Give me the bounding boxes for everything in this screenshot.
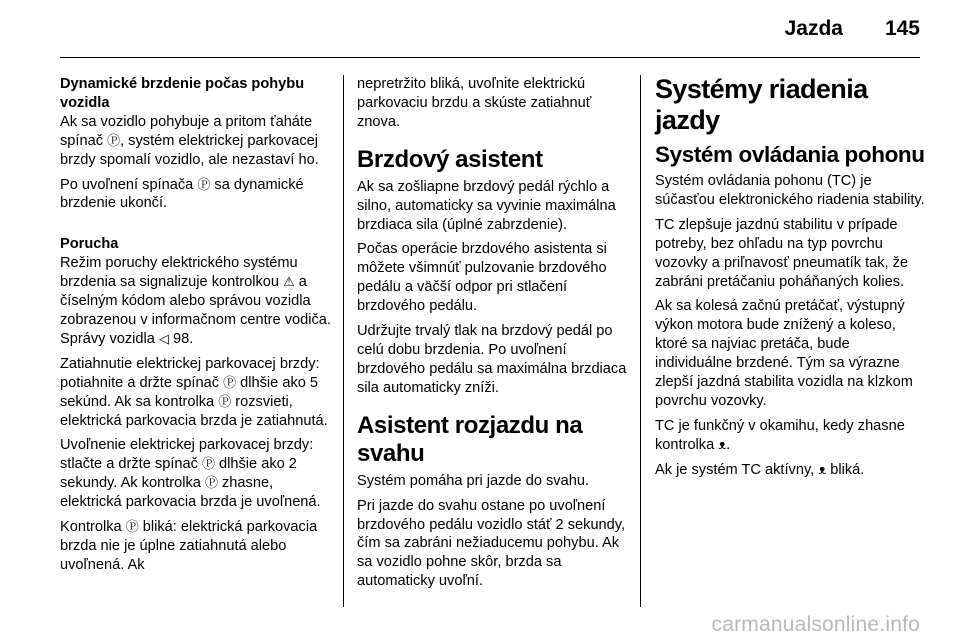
- heading-fault: Porucha: [60, 236, 119, 253]
- parking-brake-icon: Ⓟ: [201, 456, 215, 472]
- paragraph: Systém ovládania pohonu (TC) je súčasťou elektronického riadenia stability.: [655, 173, 925, 208]
- paragraph: Počas operácie brzdového asistenta si môžete všimnúť pulzovanie brzdového pedálu a väčší odpor pri stlačení brzdového pedálu.: [357, 241, 607, 315]
- paragraph: Po uvoľnení spínača Ⓟ sa dynamické brzdenie ukončí.: [60, 176, 304, 212]
- paragraph: Kontrolka Ⓟ bliká: elektrická parkovacia brzda nie je úplne zatiahnutá alebo uvoľnená. Ak: [60, 519, 318, 573]
- traction-control-icon: ᴥ: [718, 436, 727, 452]
- column-1: [60, 75, 332, 612]
- paragraph: Udržujte trvalý tlak na brzdový pedál po celú dobu brzdenia. Po uvoľnení brzdového pedálu sa maximálna brzdiaca sila automaticky zníži.: [357, 323, 627, 396]
- column-divider-2: [640, 75, 641, 607]
- page-header: [0, 0, 960, 62]
- paragraph: TC zlepšuje jazdnú stabilitu v prípade potreby, bez ohľadu na typ povrchu vozovky a priľnavosť pneumatík tak, že zabráni pretáčaniu poháňaných kolies.: [655, 216, 909, 290]
- column-divider-1: [343, 75, 344, 607]
- page-number: 145: [884, 17, 920, 40]
- parking-brake-icon: Ⓟ: [218, 393, 232, 409]
- parking-brake-icon: Ⓟ: [204, 475, 218, 491]
- parking-brake-icon: Ⓟ: [107, 132, 121, 148]
- page-title: Jazda: [784, 17, 843, 40]
- heading-driving-control-systems: Systémy riadenia jazdy: [655, 74, 868, 135]
- column-2: [357, 75, 627, 612]
- paragraph: nepretržito bliká, uvoľnite elektrickú parkovaciu brzdu a skúste zatiahnuť znova.: [357, 76, 592, 130]
- column-3: [655, 75, 925, 612]
- paragraph: Systém pomáha pri jazde do svahu.: [357, 472, 590, 489]
- heading-brake-assist: Brzdový asistent: [357, 145, 543, 173]
- parking-brake-icon: Ⓟ: [125, 519, 139, 535]
- parking-brake-icon: Ⓟ: [197, 176, 211, 192]
- paragraph: Zatiahnutie elektrickej parkovacej brzdy: potiahnite a držte spínač Ⓟ dlhšie ako 5 sekúnd. Ak sa kontrolka Ⓟ rozsvieti, elektrická parkovacia brzda je zatiahnutá.: [60, 355, 328, 429]
- brake-warning-icon: ⚠: [283, 274, 295, 290]
- paragraph: Ak sa kolesá začnú pretáčať, výstupný výkon motora bude znížený a koleso, ktoré sa najviac pretáča, bude individuálne brzdené. Tým sa výrazne zlepší jazdná stabilita vozidla na klzkom povrchu vozovky.: [655, 298, 913, 409]
- traction-control-icon: ᴥ: [818, 461, 827, 477]
- paragraph: Režim poruchy elektrického systému brzdenia sa signalizuje kontrolkou ⚠ a číselným kódom alebo správou vozidla zobrazenou v informačnom centre vodiča. Správy vozidla ◁ 98.: [60, 255, 331, 347]
- paragraph: Ak sa zošliapne brzdový pedál rýchlo a silno, automaticky sa vyvinie maximálna brzdiaca sila (úplné zabrzdenie).: [357, 178, 616, 233]
- watermark: carmanualsonline.info: [711, 613, 920, 636]
- heading-traction-control: Systém ovládania pohonu: [655, 142, 925, 167]
- paragraph: Pri jazde do svahu ostane po uvoľnení brzdového pedálu vozidlo stáť 2 sekundy, čím sa zabráni nežiaducemu pohybu. Ak sa vozidlo pohne skôr, brzda sa automaticky uvoľní.: [357, 497, 626, 590]
- paragraph: Uvoľnenie elektrickej parkovacej brzdy: stlačte a držte spínač Ⓟ dlhšie ako 2 sekundy. Ak kontrolka Ⓟ zhasne, elektrická parkovacia brzda je uvoľnená.: [60, 437, 321, 511]
- paragraph: Ak je systém TC aktívny, ᴥ bliká.: [655, 461, 865, 478]
- parking-brake-icon: Ⓟ: [223, 374, 237, 390]
- paragraph: TC je funkčný v okamihu, kedy zhasne kontrolka ᴥ.: [655, 417, 905, 453]
- heading-dynamic-braking: Dynamické brzdenie počas pohybu vozidla: [60, 76, 305, 111]
- heading-hill-start-assist: Asistent rozjazdu na svahu: [357, 411, 583, 467]
- paragraph: Ak sa vozidlo pohybuje a pritom ťaháte spínač Ⓟ, systém elektrickej parkovacej brzdy spomalí vozidlo, ale nezastaví ho.: [60, 113, 319, 168]
- header-divider: [60, 57, 920, 58]
- page-reference-icon: ◁: [158, 330, 169, 346]
